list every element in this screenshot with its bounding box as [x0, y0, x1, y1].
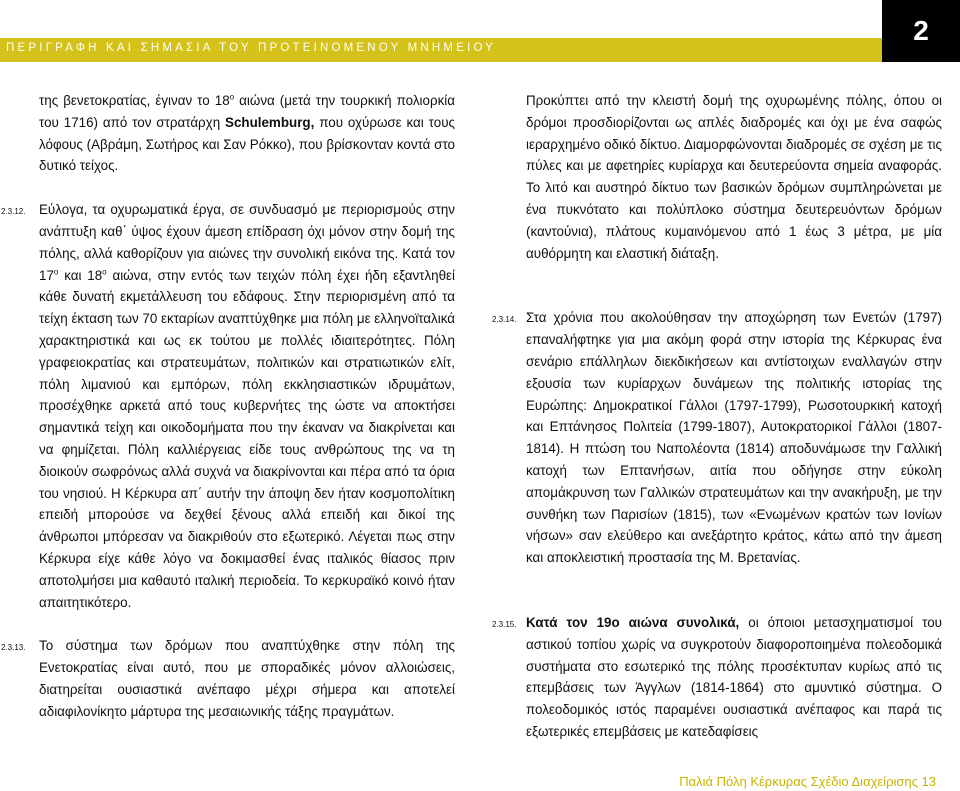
running-header: ΠΕΡΙΓΡΑΦΗ ΚΑΙ ΣΗΜΑΣΙΑ ΤΟΥ ΠΡΟΤΕΙΝΟΜΕΝΟΥ ΜΝΗΜΕΙΟΥ [6, 42, 497, 54]
paragraph-continued-right: Προκύπτει από την κλειστή δομή της οχυρωμένης πόλης, όπου οι δρόμοι προσδιορίζονται ως απλές διαδρομές και όχι με ένα σαφώς ιεραρχημένο οδικό δίκτυο. Διαμορφώνονται διαδρομές σε σχέση με τις πύλες και με αφετηρίες κυρίαρχα και δευτερεύοντα σημεία αναφοράς. Το λιτό και αυστηρό δίκτυο των βασικών δρόμων συμπληρώνεται με ένα πυκνότατο και πολύπλοκο σύστημα δευτερευόντων δρόμων (καντούνια), πλάτους κυμαινόμενου από 1 έως 3 μέτρα, με μία αυθόρμητη και ελαστική διάταξη. [526, 93, 942, 261]
header-bar [0, 38, 882, 62]
paragraph-number: 2.3.15. [492, 619, 517, 629]
right-column [492, 90, 942, 743]
paragraph-2-3-15: 2.3.15. Κατά τον 19ο αιώνα συνολικά, οι όποιοι μετασχηματισμοί του αστικού τοπίου χωρίς να συγκροτούν διαφοροποιημένα πολεοδομικά συστήματα στο εσωτερικό της πόλης προσέκτυπαν κυρίως από τις επεμβάσεις των Άγγλων (1814-1864) στο αμυντικό σύστημα. Ο πολεοδομικός ιστός παραμένει ουσιαστικά ανέπαφος και παρά τις εξωτερικές επεμβάσεις με κατεδαφίσεις [492, 614, 942, 739]
footer [679, 774, 936, 789]
paragraph-number: 2.3.13. [1, 643, 26, 653]
paragraph-number: 2.3.14. [492, 315, 517, 325]
chapter-number: 2 [882, 0, 960, 62]
paragraph-continued: της βενετοκρατίας, έγιναν το $18^o$ αιώνα (μετά την τουρκική πολιορκία του 1716) από τον στρατάρχη Schulemburg, που οχύρωσε και τους λόφους (Αβράμη, Σωτήρος και Σαν Ρόκκο), που βρίσκονταν κοντά στο δυτικό τείχος. [39, 92, 455, 174]
paragraph-2-3-12: 2.3.12. Εύλογα, τα οχυρωματικά έργα, σε συνδυασμό με περιορισμούς στην ανάπτυξη καθ΄ ύψος έχουν άμεση επίδραση όχι μόνον στην δομή της πόλης, αλλά καθορίζουν για αιώνες την συνολική εικόνα της. Κατά τον $17^o$ και $18^o$ αιώνα, στην εντός των τειχών πόλη έχει ήδη εξαντληθεί κάθε δυνατή εκμετάλλευση του εδάφους. Στην περιορισμένη από τα τείχη έκταση των 70 εκταρίων αναπτύχθηκε μια πόλη με ελληνοϊταλικά χαρακτηριστικά και ως εκ τούτου με πολλές ιδιαιτερότητες. Πόλη γραφειοκρατίας και στρατευμάτων, πολιτικών και στρατιωτικών ελίτ, πόλη λιμανιού και εμπόρων, πόλη εκκλησιαστικών ιδρυμάτων, προσέχθηκε αρκετά από τους κυβερνήτες της ώστε να αποκτήσει σημαντικά τείχη και οικοδομήματα που την έκαναν να διακρίνεται και να φημίζεται. Πόλη καλλιέργειας είδε τους ανθρώπους της να τη διοικούν σωφρόνως αλλά συχνά να διακρίνονται και πέρα από τα όρια του νησιού. Η Κέρκυρα απ΄ αυτήν την άποψη δεν ήταν κοσμοπολίτικη επειδή μπορούσε να δεχθεί ξένους αλλά επειδή και δικοί της άνθρωποι μπόρεσαν να διακριθούν στο εξωτερικό. Λέγεται πως στην Κέρκυρα είχε κάθε λόγο να δοκιμασθεί ένας ιταλικός θίασος πριν αποτολμήσει μια καθαυτό ιταλική περιοδεία. Το κερκυραϊκό κοινό ήταν απαιτητικότερο. [1, 202, 455, 610]
left-column [1, 90, 455, 723]
paragraph-2-3-14: 2.3.14. Στα χρόνια που ακολούθησαν την αποχώρηση των Ενετών (1797) επαναλήφτηκε για μια ακόμη φορά στην ιστορία της Κέρκυρας ένα σενάριο επάλληλων διεκδικήσεων και αντίστοιχων εναλλαγών στην εξουσία των κυρίαρχων δυνάμεων της πολιτικής ιστορίας της Ευρώπης: Δημοκρατικοί Γάλλοι (1797-1799), Ρωσοτουρκική κατοχή και Επτάνησος Πολιτεία (1799-1807), Αυτοκρατορικοί Γάλλοι (1807-1814). Η πτώση του Ναπολέοντα (1814) αποδυνάμωσε την Γαλλική κατοχή των Επτανήσων, αιτία που οδήγησε στην εύκολη απομάκρυνση των Γαλλικών στρατευμάτων και την ανακήρυξη, με την συνθήκη των Παρισίων (1815), των «Ενωμένων κρατών των Ιονίων νήσων» σαν ελεύθερο και ανεξάρτητο κράτος, κάτω από την άμεση και αποκλειστική προστασία της Μ. Βρετανίας. [492, 310, 942, 566]
page-number: 13 [921, 774, 936, 789]
paragraph-2-3-13: 2.3.13. Το σύστημα των δρόμων που αναπτύχθηκε στην πόλη της Ενετοκρατίας είναι αυτό, που με σποραδικές μόνον αλλοιώσεις, διατηρείται ουσιαστικά ανέπαφο μέχρι σήμερα και αποτελεί αδιαφιλονίκητο μάρτυρα της μεσαιωνικής τάξης πραγμάτων. [1, 638, 455, 719]
footer-title: Παλιά Πόλη Κέρκυρας Σχέδιο Διαχείρισης [679, 774, 918, 789]
paragraph-number: 2.3.12. [1, 207, 26, 217]
